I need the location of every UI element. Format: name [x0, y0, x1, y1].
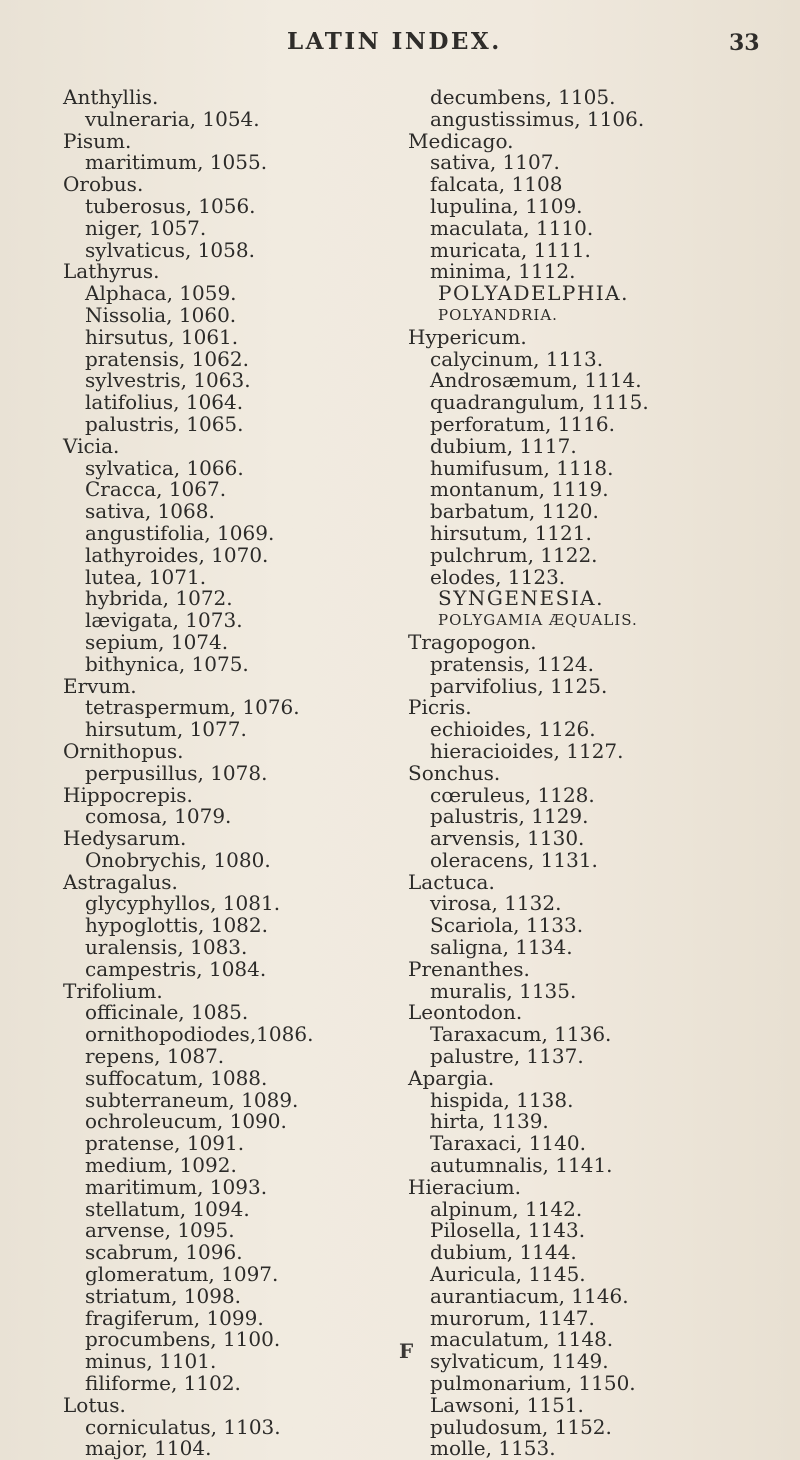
index-entry-genus: Orobus.	[63, 172, 144, 197]
index-entry-species: Cracca, 1067.	[85, 477, 227, 502]
index-entry-class-heading: SYNGENESIA.	[438, 586, 604, 611]
index-entry-genus: Tragopogon.	[408, 629, 537, 654]
index-entry-species: tetraspermum, 1076.	[85, 695, 300, 720]
index-entry-species: perpusillus, 1078.	[85, 760, 268, 785]
index-entry-species: aurantiacum, 1146.	[430, 1283, 629, 1308]
index-entry-species: uralensis, 1083.	[85, 935, 248, 960]
index-entry-genus: Anthyllis.	[63, 85, 159, 109]
index-entry-species: pulchrum, 1122.	[430, 542, 598, 567]
index-entry-species: suffocatum, 1088.	[85, 1065, 268, 1090]
index-entry-genus: Pisum.	[63, 128, 132, 153]
index-entry-species: quadrangulum, 1115.	[430, 390, 649, 415]
index-entry-species: Taraxacum, 1136.	[430, 1022, 612, 1047]
index-entry-genus: Astragalus.	[63, 869, 178, 894]
index-entry-species: maculatum, 1148.	[430, 1327, 614, 1352]
index-entry-species: echioides, 1126.	[430, 717, 596, 742]
index-entry-species: filiforme, 1102.	[85, 1371, 241, 1396]
index-entry-species: virosa, 1132.	[430, 891, 562, 916]
index-entry-species: niger, 1057.	[85, 215, 207, 240]
index-entry-species: Lawsoni, 1151.	[430, 1392, 584, 1417]
page-number: 33	[729, 30, 760, 56]
index-entry-species: officinale, 1085.	[85, 1000, 249, 1025]
index-entry-species: glycyphyllos, 1081.	[85, 891, 281, 916]
index-entry-species: Alphaca, 1059.	[85, 281, 237, 306]
index-entry-genus: Medicago.	[408, 128, 514, 153]
index-entry-species: decumbens, 1105.	[430, 85, 616, 109]
index-entry-species: barbatum, 1120.	[430, 499, 599, 524]
index-entry-species: palustris, 1129.	[430, 804, 589, 829]
index-entry-genus: Sonchus.	[408, 760, 501, 785]
index-entry-species: maritimum, 1093.	[85, 1174, 268, 1199]
index-entry-species: dubium, 1144.	[430, 1240, 577, 1265]
index-entry-species: subterraneum, 1089.	[85, 1087, 299, 1112]
index-entry-species: parvifolius, 1125.	[430, 673, 608, 698]
index-entry-species: sativa, 1068.	[85, 499, 215, 524]
index-entry-species: hirsutum, 1077.	[85, 717, 247, 742]
index-entry-species: puludosum, 1152.	[430, 1414, 612, 1439]
index-entry-species: glomeratum, 1097.	[85, 1262, 279, 1287]
index-entry-genus: Hypericum.	[408, 324, 527, 349]
index-entry-genus: Lotus.	[63, 1392, 126, 1417]
index-entry-species: Pilosella, 1143.	[430, 1218, 586, 1243]
index-entry-species: autumnalis, 1141.	[430, 1153, 613, 1178]
index-entry-species: campestris, 1084.	[85, 956, 267, 981]
index-entry-species: repens, 1087.	[85, 1044, 225, 1069]
index-entry-species: lutea, 1071.	[85, 564, 207, 589]
index-entry-species: murorum, 1147.	[430, 1305, 595, 1330]
index-entry-species: sepium, 1074.	[85, 629, 229, 654]
index-entry-species: Nissolia, 1060.	[85, 302, 237, 327]
index-entry-species: muralis, 1135.	[430, 978, 577, 1003]
index-entry-species: alpinum, 1142.	[430, 1196, 583, 1221]
index-entry-species: medium, 1092.	[85, 1153, 237, 1178]
index-entry-species: stellatum, 1094.	[85, 1196, 250, 1221]
index-entry-species: Scariola, 1133.	[430, 913, 584, 938]
index-entry-species: hirsutum, 1121.	[430, 520, 592, 545]
right-index-column	[408, 87, 768, 1460]
index-entry-species: minus, 1101.	[85, 1349, 217, 1374]
index-entry-species: montanum, 1119.	[430, 477, 609, 502]
index-entry-species: ochroleucum, 1090.	[85, 1109, 287, 1134]
index-entry-genus: Hedysarum.	[63, 826, 187, 851]
index-entry-species: calycinum, 1113.	[430, 346, 604, 371]
index-entry-species: angustifolia, 1069.	[85, 520, 275, 545]
index-entry-genus: Ervum.	[63, 673, 137, 698]
index-entry-species: sylvaticum, 1149.	[430, 1349, 609, 1374]
index-entry-species: hypoglottis, 1082.	[85, 913, 268, 938]
index-entry-species: pratense, 1091.	[85, 1131, 245, 1156]
index-entry-species: arvense, 1095.	[85, 1218, 235, 1243]
index-entry-species: palustre, 1137.	[430, 1044, 584, 1069]
index-entry-species: Androsæmum, 1114.	[430, 368, 642, 393]
index-entry-genus: Lathyrus.	[63, 259, 160, 284]
index-entry-species: ornithopodiodes,1086.	[85, 1022, 314, 1047]
index-entry-species: pulmonarium, 1150.	[430, 1371, 636, 1396]
left-index-column	[63, 87, 363, 1460]
index-entry-species: arvensis, 1130.	[430, 826, 585, 851]
index-entry-genus: Prenanthes.	[408, 956, 530, 981]
index-entry-species: hieracioides, 1127.	[430, 738, 624, 763]
index-entry-species: hybrida, 1072.	[85, 586, 233, 611]
index-entry-genus: Ornithopus.	[63, 738, 184, 763]
index-entry-species: hispida, 1138.	[430, 1087, 574, 1112]
index-entry-species: sylvatica, 1066.	[85, 455, 244, 480]
index-entry-species: maculata, 1110.	[430, 215, 594, 240]
index-entry-species: lævigata, 1073.	[85, 608, 243, 633]
printer-signature-mark: F	[399, 1339, 414, 1363]
index-entry-species: molle, 1153.	[430, 1436, 556, 1460]
index-entry-species: major, 1104.	[85, 1436, 212, 1460]
index-entry-species: oleracens, 1131.	[430, 847, 598, 872]
index-entry-genus: Hippocrepis.	[63, 782, 193, 807]
index-entry-species: pratensis, 1062.	[85, 346, 249, 371]
index-entry-species: fragiferum, 1099.	[85, 1305, 264, 1330]
index-entry-species: cœruleus, 1128.	[430, 782, 595, 807]
index-entry-species: minima, 1112.	[430, 259, 576, 284]
index-entry-species: humifusum, 1118.	[430, 455, 614, 480]
index-entry-genus: Vicia.	[63, 433, 120, 458]
index-entry-species: bithynica, 1075.	[85, 651, 249, 676]
index-entry-genus: Trifolium.	[63, 978, 163, 1003]
index-entry-species: vulneraria, 1054.	[85, 106, 260, 131]
index-entry-species: maritimum, 1055.	[85, 150, 268, 175]
index-entry-genus: Hieracium.	[408, 1174, 521, 1199]
index-entry-species: striatum, 1098.	[85, 1283, 242, 1308]
index-entry-species: pratensis, 1124.	[430, 651, 594, 676]
index-entry-order-heading: POLYANDRIA.	[438, 305, 558, 324]
index-entry-species: procumbens, 1100.	[85, 1327, 281, 1352]
index-entry-species: sylvaticus, 1058.	[85, 237, 255, 262]
index-entry-species: saligna, 1134.	[430, 935, 573, 960]
index-entry-species: Onobrychis, 1080.	[85, 847, 271, 872]
index-entry-species: comosa, 1079.	[85, 804, 232, 829]
index-entry-species: scabrum, 1096.	[85, 1240, 243, 1265]
index-entry-species: dubium, 1117.	[430, 433, 577, 458]
index-entry-genus: Picris.	[408, 695, 472, 720]
index-entry-species: perforatum, 1116.	[430, 411, 615, 436]
index-entry-species: lathyroides, 1070.	[85, 542, 269, 567]
index-entry-species: hirta, 1139.	[430, 1109, 549, 1134]
index-entry-genus: Leontodon.	[408, 1000, 523, 1025]
index-entry-species: lupulina, 1109.	[430, 193, 583, 218]
index-entry-genus: Lactuca.	[408, 869, 495, 894]
index-entry-species: tuberosus, 1056.	[85, 193, 256, 218]
index-entry-species: latifolius, 1064.	[85, 390, 244, 415]
index-entry-species: elodes, 1123.	[430, 564, 566, 589]
index-entry-species: Taraxaci, 1140.	[430, 1131, 586, 1156]
index-entry-species: hirsutus, 1061.	[85, 324, 239, 349]
index-entry-class-heading: POLYADELPHIA.	[438, 281, 629, 306]
index-entry-species: sativa, 1107.	[430, 150, 560, 175]
page-title: LATIN INDEX.	[287, 28, 502, 55]
index-entry-species: corniculatus, 1103.	[85, 1414, 281, 1439]
index-entry-order-heading: POLYGAMIA ÆQUALIS.	[438, 611, 638, 630]
index-entry-species: muricata, 1111.	[430, 237, 591, 262]
index-entry-genus: Apargia.	[408, 1065, 495, 1090]
index-entry-species: angustissimus, 1106.	[430, 106, 645, 131]
index-entry-species: sylvestris, 1063.	[85, 368, 251, 393]
index-entry-species: palustris, 1065.	[85, 411, 244, 436]
index-entry-species: falcata, 1108	[430, 172, 563, 197]
index-entry-species: Auricula, 1145.	[430, 1262, 586, 1287]
